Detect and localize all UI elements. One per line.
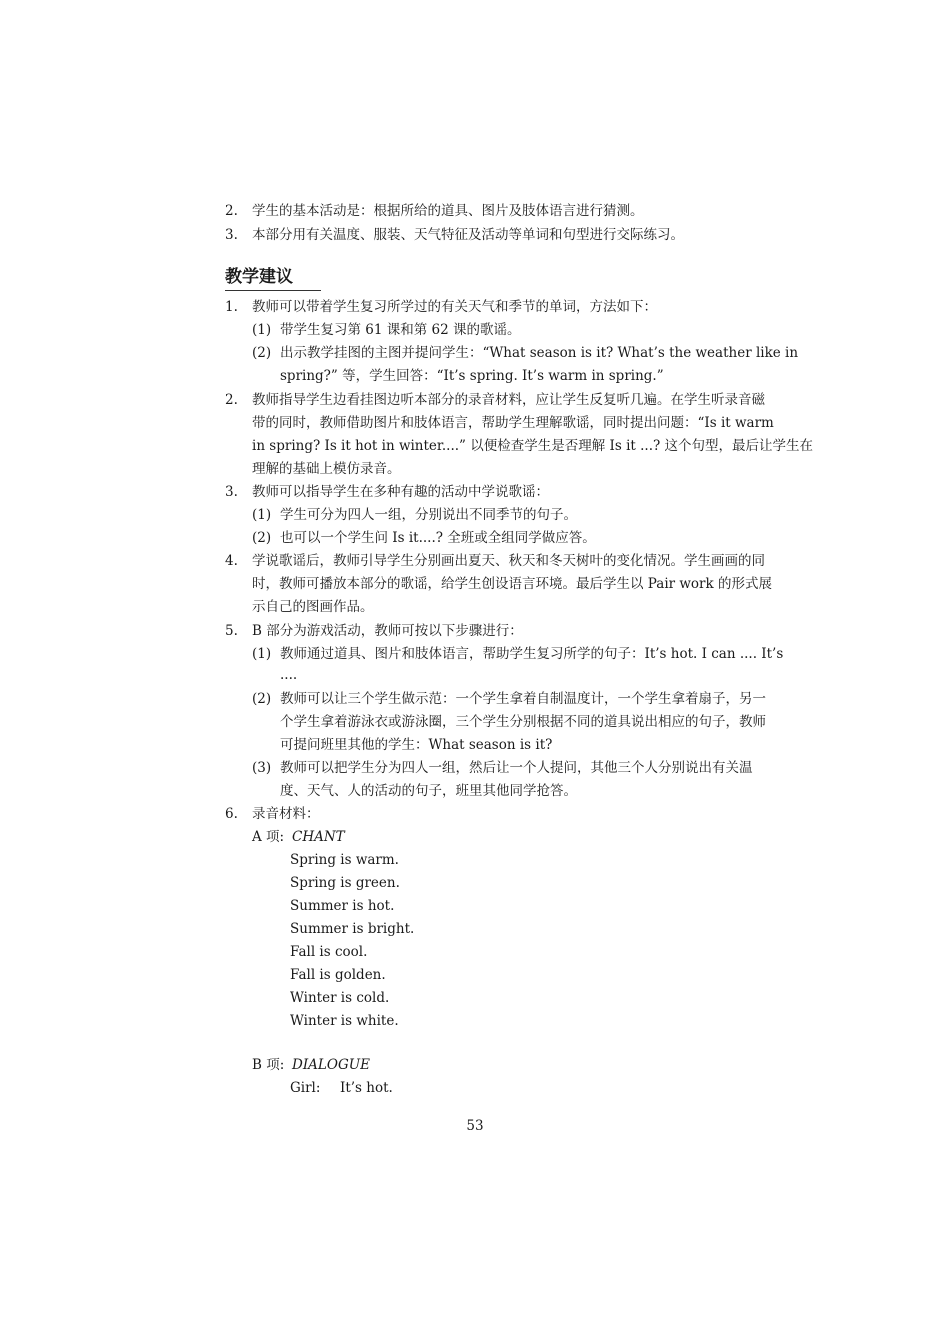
list-item-number: 3. bbox=[225, 484, 238, 500]
section-a-title: CHANT bbox=[292, 829, 345, 845]
sub-item-text: 度、天气、人的活动的句子，班里其他同学抢答。 bbox=[280, 783, 577, 799]
list-item-text: 教师指导学生边看挂图边听本部分的录音材料，应让学生反复听几遍。在学生听录音磁 bbox=[252, 392, 765, 408]
sub-item-text: .... bbox=[280, 667, 298, 683]
list-item-text: 示自己的图画作品。 bbox=[252, 599, 374, 615]
item-number: 3. bbox=[225, 227, 238, 243]
heading-underline bbox=[225, 290, 321, 291]
list-item-number: 4. bbox=[225, 553, 238, 569]
chant-line: Summer is bright. bbox=[290, 921, 415, 937]
sub-item-text: 个学生拿着游泳衣或游泳圈，三个学生分别根据不同的道具说出相应的句子，教师 bbox=[280, 714, 766, 730]
list-item-number: 6. bbox=[225, 806, 238, 822]
list-item-text: 教师可以指导学生在多种有趣的活动中学说歌谣： bbox=[252, 484, 549, 500]
section-a-label: A 项: bbox=[252, 829, 285, 845]
intro-item bbox=[225, 224, 785, 247]
chant-line: Fall is golden. bbox=[290, 967, 386, 983]
page-number: 53 bbox=[466, 1118, 484, 1134]
dialogue-speaker: Girl: bbox=[290, 1080, 321, 1096]
list-item-text: 时，教师可播放本部分的歌谣，给学生创设语言环境。最后学生以 Pair work 的形式展 bbox=[252, 576, 772, 592]
section-b-title: DIALOGUE bbox=[292, 1057, 370, 1073]
chant-line: Winter is cold. bbox=[290, 990, 390, 1006]
sub-item-number: (2) bbox=[252, 691, 272, 707]
list-item-number: 1. bbox=[225, 299, 238, 315]
chant-line: Spring is green. bbox=[290, 875, 400, 891]
sub-item-text: spring?” 等，学生回答：“It’s spring. It’s warm in spring.” bbox=[280, 368, 664, 384]
list-item-text: 录音材料： bbox=[252, 806, 320, 822]
sub-item-text: 也可以一个学生问 Is it....? 全班或全组同学做应答。 bbox=[280, 530, 596, 546]
chant-line: Summer is hot. bbox=[290, 898, 395, 914]
list-item-number: 5. bbox=[225, 623, 238, 639]
list-item-number: 2. bbox=[225, 392, 238, 408]
chant-line: Winter is white. bbox=[290, 1013, 399, 1029]
item-number: 2. bbox=[225, 203, 238, 219]
chant-line: Fall is cool. bbox=[290, 944, 368, 960]
chant-line: Spring is warm. bbox=[290, 852, 399, 868]
sub-item-text: 可提问班里其他的学生：What season is it? bbox=[280, 737, 553, 753]
section-b-label: B 项: bbox=[252, 1057, 285, 1073]
intro-item bbox=[225, 200, 785, 223]
item-text: 学生的基本活动是：根据所给的道具、图片及肢体语言进行猜测。 bbox=[252, 203, 644, 219]
dialogue-line: It’s hot. bbox=[340, 1080, 393, 1096]
sub-item-text: 教师可以把学生分为四人一组，然后让一个人提问，其他三个人分别说出有关温 bbox=[280, 760, 753, 776]
sub-item-number: (3) bbox=[252, 760, 272, 776]
list-item-text: 学说歌谣后，教师引导学生分别画出夏天、秋天和冬天树叶的变化情况。学生画画的同 bbox=[252, 553, 765, 569]
sub-item-number: (1) bbox=[252, 322, 272, 338]
sub-item-number: (2) bbox=[252, 530, 272, 546]
sub-item-text: 带学生复习第 61 课和第 62 课的歌谣。 bbox=[280, 322, 521, 338]
list-item-text: 教师可以带着学生复习所学过的有关天气和季节的单词，方法如下： bbox=[252, 299, 657, 315]
item-text: 本部分用有关温度、服装、天气特征及活动等单词和句型进行交际练习。 bbox=[252, 227, 684, 243]
heading-text: 教学建议 bbox=[225, 267, 293, 287]
sub-item-number: (1) bbox=[252, 646, 272, 662]
sub-item-number: (1) bbox=[252, 507, 272, 523]
sub-item-number: (2) bbox=[252, 345, 272, 361]
sub-item-text: 教师通过道具、图片和肢体语言，帮助学生复习所学的句子：It’s hot. I can .... It’s bbox=[280, 646, 784, 662]
list-item-text: 理解的基础上模仿录音。 bbox=[252, 461, 401, 477]
sub-item-text: 学生可分为四人一组，分别说出不同季节的句子。 bbox=[280, 507, 577, 523]
list-item-text: in spring? Is it hot in winter....” 以便检查学生是否理解 Is it ...? 这个句型，最后让学生在 bbox=[252, 438, 814, 454]
sub-item-text: 出示教学挂图的主图并提问学生：“What season is it? What’s the weather like in bbox=[280, 345, 799, 361]
list-item-text: B 部分为游戏活动，教师可按以下步骤进行： bbox=[252, 623, 523, 639]
sub-item-text: 教师可以让三个学生做示范：一个学生拿着自制温度计，一个学生拿着扇子，另一 bbox=[280, 691, 766, 707]
section-heading bbox=[225, 265, 293, 289]
list-item-text: 带的同时，教师借助图片和肢体语言，帮助学生理解歌谣，同时提出问题：“Is it warm bbox=[252, 415, 774, 431]
